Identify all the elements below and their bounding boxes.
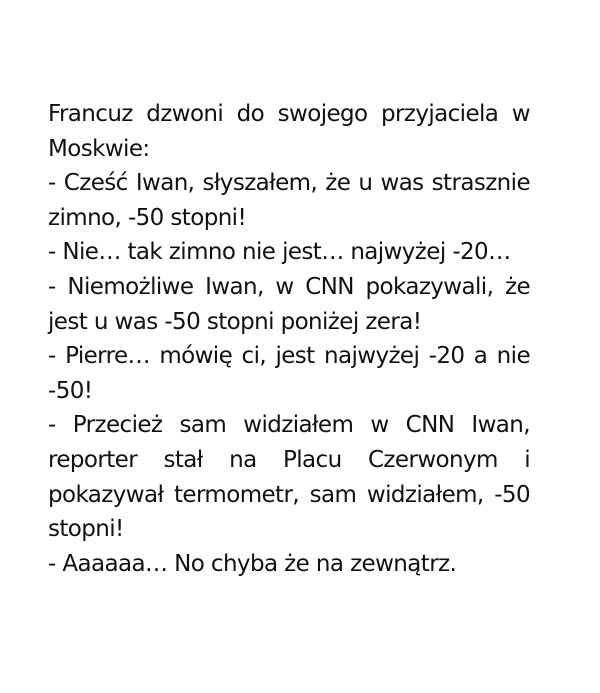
dialogue-line: - Nie… tak zimno nie jest… najwyżej -20… [48, 239, 511, 266]
intro-line: Francuz dzwoni do swojego przyjaciela w Moskwie: [48, 101, 530, 162]
joke-text-block [48, 97, 530, 581]
dialogue-line: - Pierre… mówię ci, jest najwyżej -20 a nie -50! [48, 343, 530, 404]
dialogue-line: - Niemożliwe Iwan, w CNN pokazywali, że jest u was -50 stopni poniżej zera! [48, 273, 530, 335]
punchline: - Aaaaaa… No chyba że na zewnątrz. [48, 550, 457, 577]
dialogue-line: - Przecież sam widziałem w CNN Iwan, reporter stał na Placu Czerwonym i pokazywał termometr, sam widziałem, -50 stopni! [48, 412, 530, 543]
dialogue-line: - Cześć Iwan, słyszałem, że u was strasznie zimno, -50 stopni! [48, 170, 530, 231]
